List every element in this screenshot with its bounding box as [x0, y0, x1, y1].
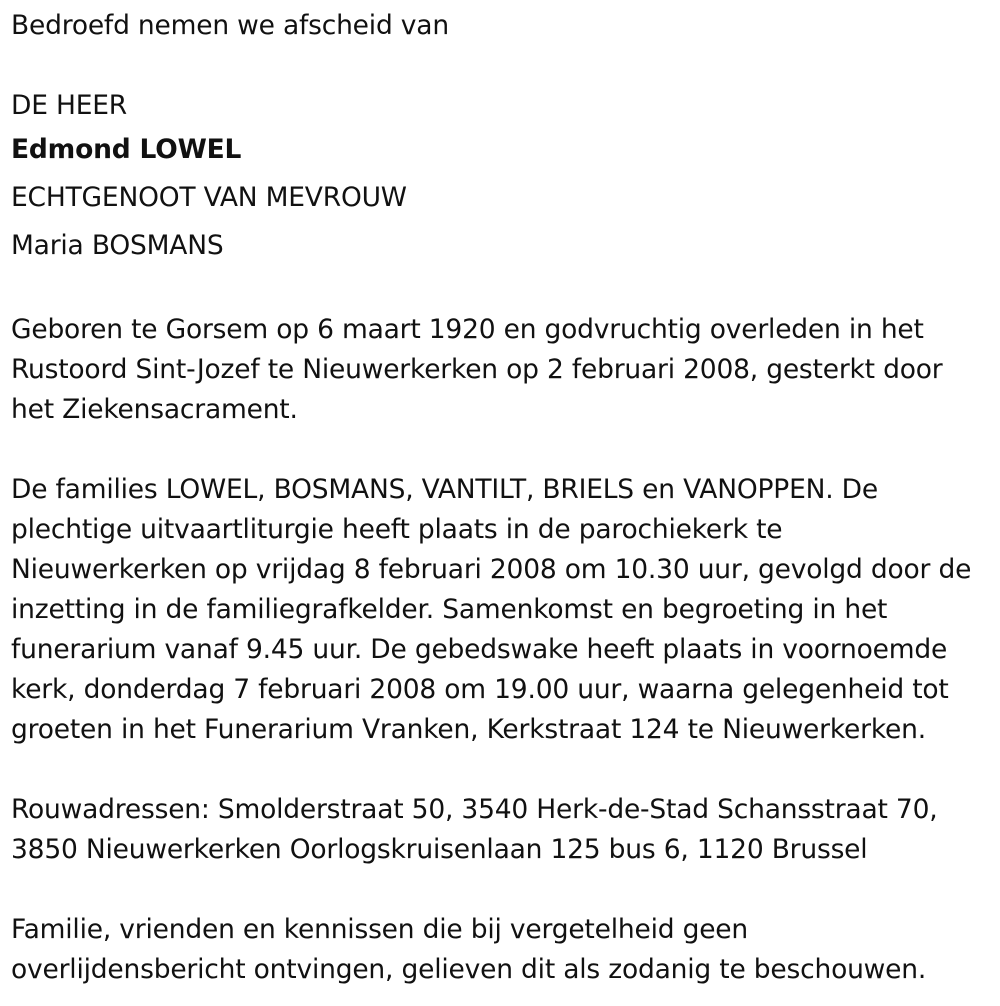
- ceremony-paragraph: [11, 470, 996, 750]
- paragraph-line: Rouwadressen: Smolderstraat 50, 3540 Herk-de-Stad Schansstraat 70,: [11, 794, 938, 825]
- paragraph-line: funerarium vanaf 9.45 uur. De gebedswake heeft plaats in voornoemde: [11, 634, 948, 665]
- birth-death-paragraph: [11, 310, 996, 430]
- paragraph-line: Nieuwerkerken op vrijdag 8 februari 2008 om 10.30 uur, gevolgd door de: [11, 554, 972, 585]
- paragraph-line: groeten in het Funerarium Vranken, Kerkstraat 124 te Nieuwerkerken.: [11, 714, 926, 745]
- closing-paragraph: [11, 910, 996, 990]
- paragraph-line: overlijdensbericht ontvingen, gelieven dit als zodanig te beschouwen.: [11, 954, 927, 985]
- paragraph-line: Rustoord Sint-Jozef te Nieuwerkerken op 2 februari 2008, gesterkt door: [11, 354, 943, 385]
- paragraph-line: inzetting in de familiegrafkelder. Samenkomst en begroeting in het: [11, 594, 888, 625]
- spacer: [11, 750, 996, 790]
- paragraph-line: Geboren te Gorsem op 6 maart 1920 en godvruchtig overleden in het: [11, 314, 924, 345]
- paragraph-line: Familie, vrienden en kennissen die bij vergetelheid geen: [11, 914, 749, 945]
- relation-text: ECHTGENOOT VAN MEVROUW: [11, 182, 407, 213]
- intro-text: Bedroefd nemen we afscheid van: [11, 10, 449, 41]
- paragraph-line: kerk, donderdag 7 februari 2008 om 19.00 uur, waarna gelegenheid tot: [11, 674, 949, 705]
- paragraph-line: De families LOWEL, BOSMANS, VANTILT, BRIELS en VANOPPEN. De: [11, 474, 878, 505]
- addresses-paragraph: [11, 790, 996, 870]
- paragraph-line: 3850 Nieuwerkerken Oorlogskruisenlaan 125 bus 6, 1120 Brussel: [11, 834, 868, 865]
- paragraph-line: plechtige uitvaartliturgie heeft plaats in de parochiekerk te: [11, 514, 783, 545]
- deceased-name: Edmond LOWEL: [11, 134, 242, 165]
- obituary-notice: [11, 6, 996, 990]
- spacer: [11, 46, 996, 86]
- paragraph-line: het Ziekensacrament.: [11, 394, 298, 425]
- title-text: DE HEER: [11, 90, 127, 121]
- spacer: [11, 270, 996, 310]
- spacer: [11, 870, 996, 910]
- spacer: [11, 430, 996, 470]
- spouse-name: Maria BOSMANS: [11, 230, 224, 261]
